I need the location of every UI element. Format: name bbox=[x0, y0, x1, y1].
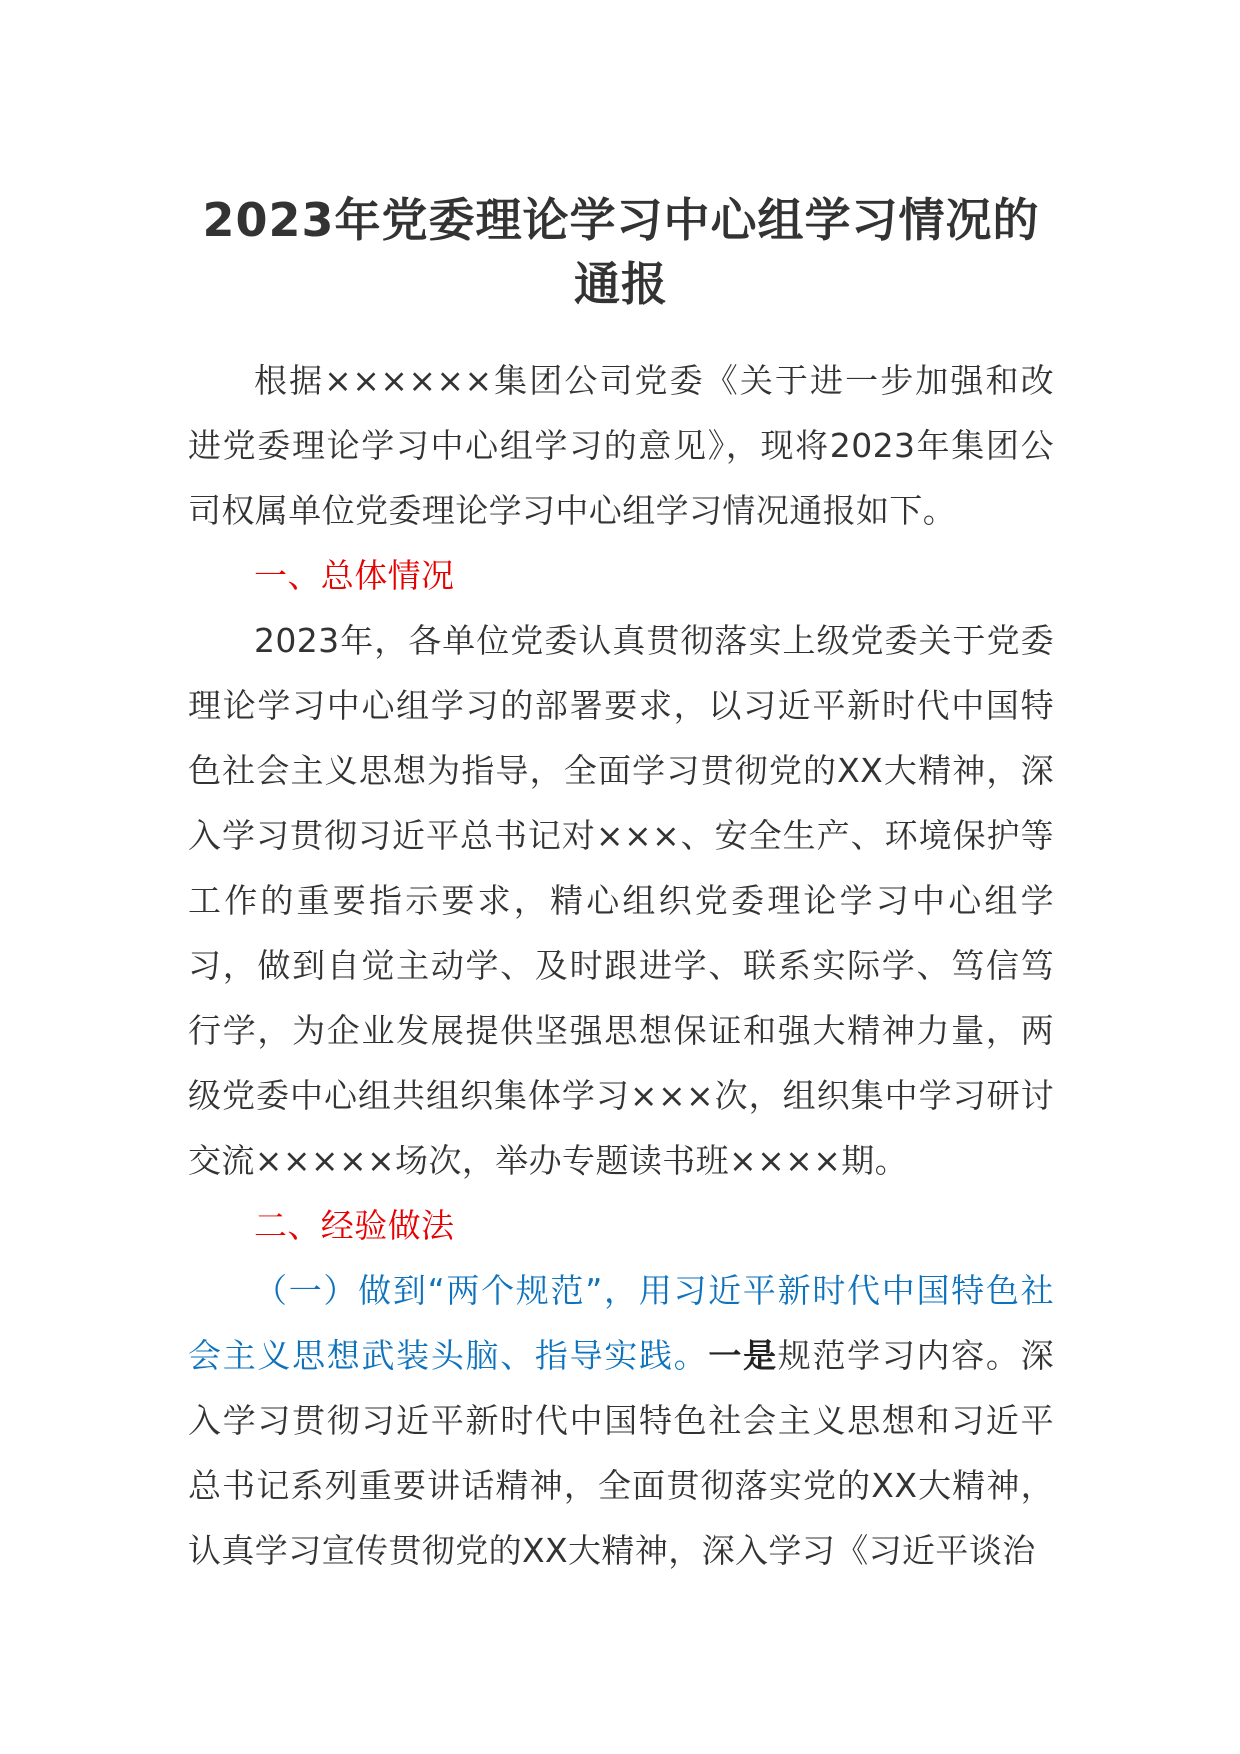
experience-body: 规范学习内容。深入学习贯彻习近平新时代中国特色社会主义思想和习近平总书记系列重要讲话精神，全面贯彻落实党的XX大精神，认真学习宣传贯彻党的XX大精神，深入学习《习近平谈治 bbox=[188, 1336, 1055, 1570]
subsection-heading: （一）做到“两个规范”，用习近平新时代中国特色社会主义思想武装头脑、指导实践。 bbox=[188, 1271, 1054, 1375]
section-heading-experience: 二、经验做法 bbox=[254, 1206, 455, 1245]
experience-paragraph bbox=[188, 1258, 1054, 1583]
intro-paragraph: 根据××××××集团公司党委《关于进一步加强和改进党委理论学习中心组学习的意见》，现将2023年集团公司权属单位党委理论学习中心组学习情况通报如下。 bbox=[188, 361, 1054, 530]
document-title bbox=[188, 188, 1054, 316]
section-heading-overall: 一、总体情况 bbox=[254, 556, 455, 595]
document-body bbox=[188, 348, 1054, 1583]
overall-paragraph: 2023年，各单位党委认真贯彻落实上级党委关于党委理论学习中心组学习的部署要求，以习近平新时代中国特色社会主义思想为指导，全面学习贯彻党的XX大精神，深入学习贯彻习近平总书记对×××、安全生产、环境保护等工作的重要指示要求，精心组织党委理论学习中心组学习，做到自觉主动学、及时跟进学、联系实际学、笃信笃行学，为企业发展提供坚强思想保证和强大精神力量，两级党委中心组共组织集体学习×××次，组织集中学习研讨交流×××××场次，举办专题读书班××××期。 bbox=[188, 621, 1054, 1180]
document-title-line1: 2023年党委理论学习中心组学习情况的 bbox=[202, 193, 1040, 247]
document-title-line2: 通报 bbox=[574, 257, 668, 311]
emphasis-first: 一是 bbox=[708, 1336, 778, 1375]
